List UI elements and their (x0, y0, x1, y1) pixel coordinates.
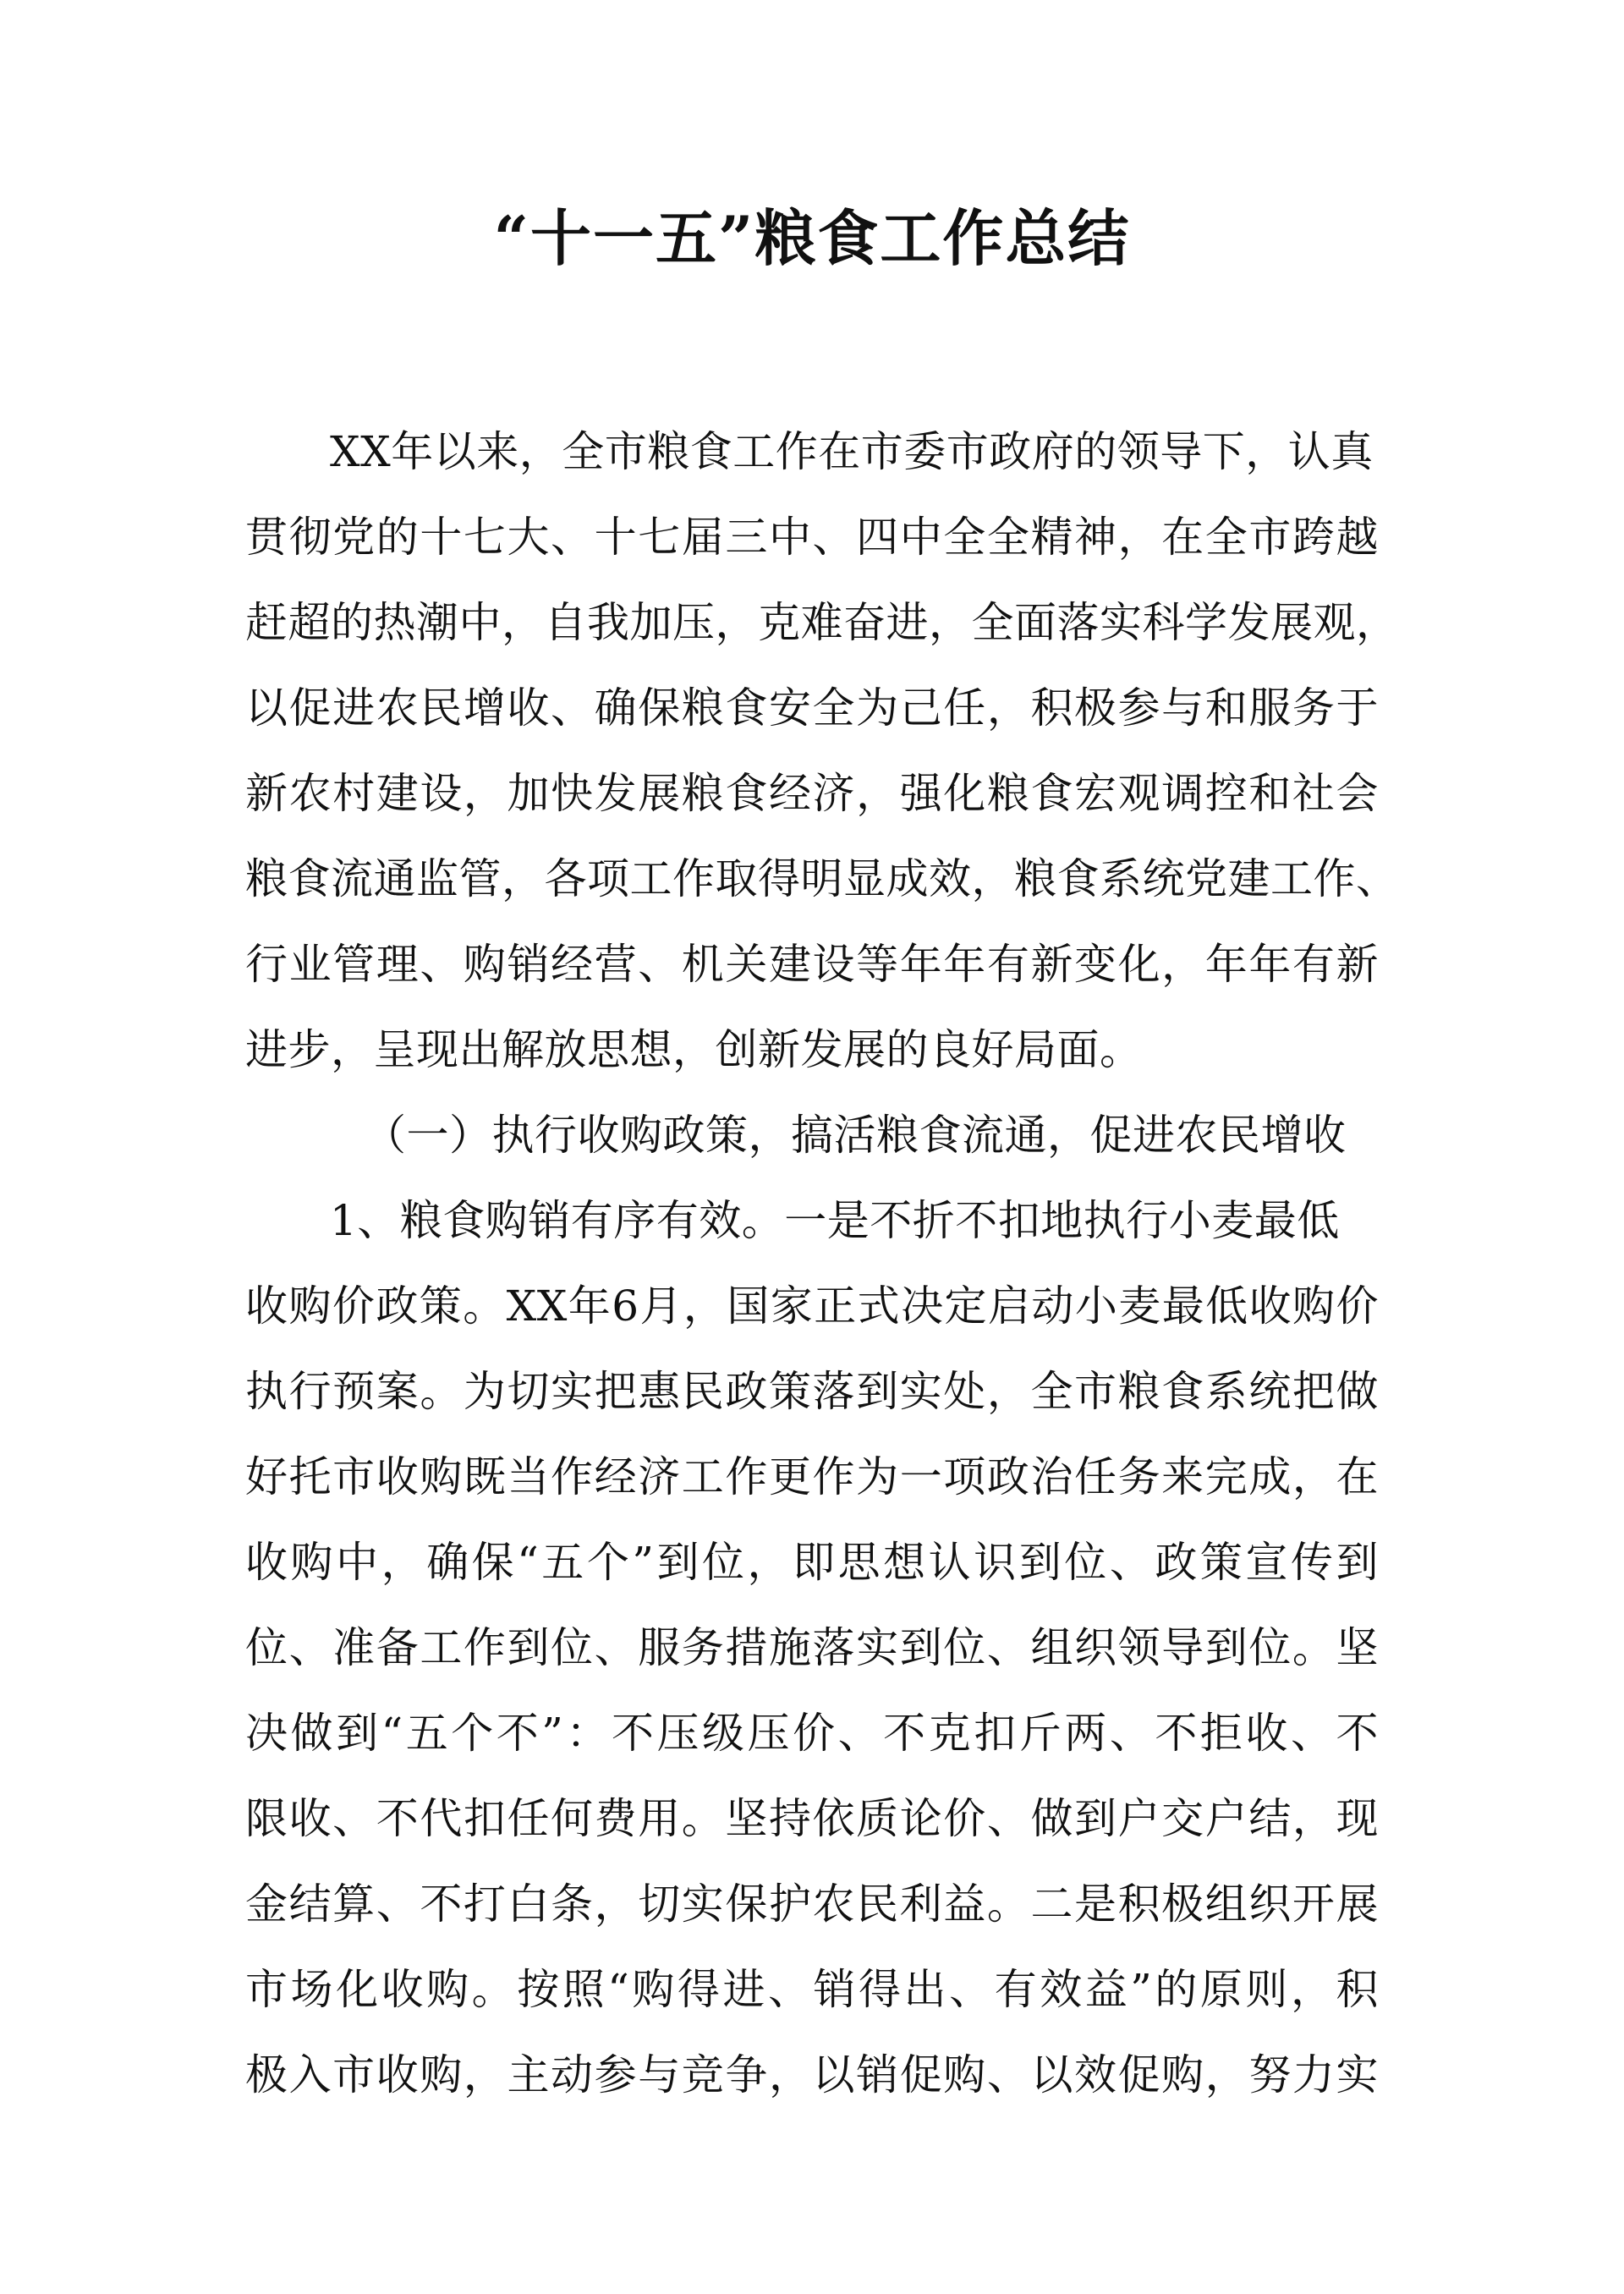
section-heading: （一）执行收购政策，搞活粮食流通，促进农民增收 (364, 1111, 1347, 1160)
paragraph-line: 粮食流通监管，各项工作取得明显成效，粮食系统党建工作、 (245, 854, 1399, 903)
paragraph-line: 进步，呈现出解放思想，创新发展的良好局面。 (245, 1025, 1143, 1074)
paragraph-line: 1、粮食购销有序有效。一是不折不扣地执行小麦最低 (330, 1196, 1340, 1245)
paragraph-line: 赶超的热潮中，自我加压，克难奋进，全面落实科学发展观， (245, 598, 1399, 647)
paragraph-line: 执行预案。为切实把惠民政策落到实处，全市粮食系统把做 (245, 1367, 1379, 1416)
paragraph-line: XX年以来，全市粮食工作在市委市政府的领导下，认真 (330, 427, 1374, 476)
paragraph-line: 收购价政策。XX年6月，国家正式决定启动小麦最低收购价 (245, 1281, 1379, 1331)
paragraph-line: 新农村建设，加快发展粮食经济，强化粮食宏观调控和社会 (245, 769, 1379, 818)
paragraph-line: 位、准备工作到位、服务措施落实到位、组织领导到位。坚 (245, 1623, 1379, 1672)
document-body (245, 409, 1399, 2118)
document-title: “十一五”粮食工作总结 (493, 202, 1131, 274)
paragraph-line: 极入市收购，主动参与竞争，以销促购、以效促购，努力实 (245, 2050, 1379, 2099)
paragraph-line: 决做到“五个不”：不压级压价、不克扣斤两、不拒收、不 (245, 1709, 1379, 1758)
paragraph-line: 金结算、不打白条，切实保护农民利益。二是积极组织开展 (245, 1880, 1379, 1929)
paragraph-line: 好托市收购既当作经济工作更作为一项政治任务来完成，在 (245, 1452, 1379, 1501)
paragraph-line: 行业管理、购销经营、机关建设等年年有新变化，年年有新 (245, 940, 1379, 989)
paragraph-line: 限收、不代扣任何费用。坚持依质论价、做到户交户结，现 (245, 1794, 1379, 1843)
paragraph-line: 贯彻党的十七大、十七届三中、四中全全精神，在全市跨越 (245, 513, 1379, 562)
paragraph-line: 以促进农民增收、确保粮食安全为己任，积极参与和服务于 (245, 683, 1379, 733)
paragraph-line: 收购中，确保“五个”到位，即思想认识到位、政策宣传到 (245, 1538, 1379, 1587)
paragraph-line: 市场化收购。按照“购得进、销得出、有效益”的原则，积 (245, 1965, 1379, 2014)
